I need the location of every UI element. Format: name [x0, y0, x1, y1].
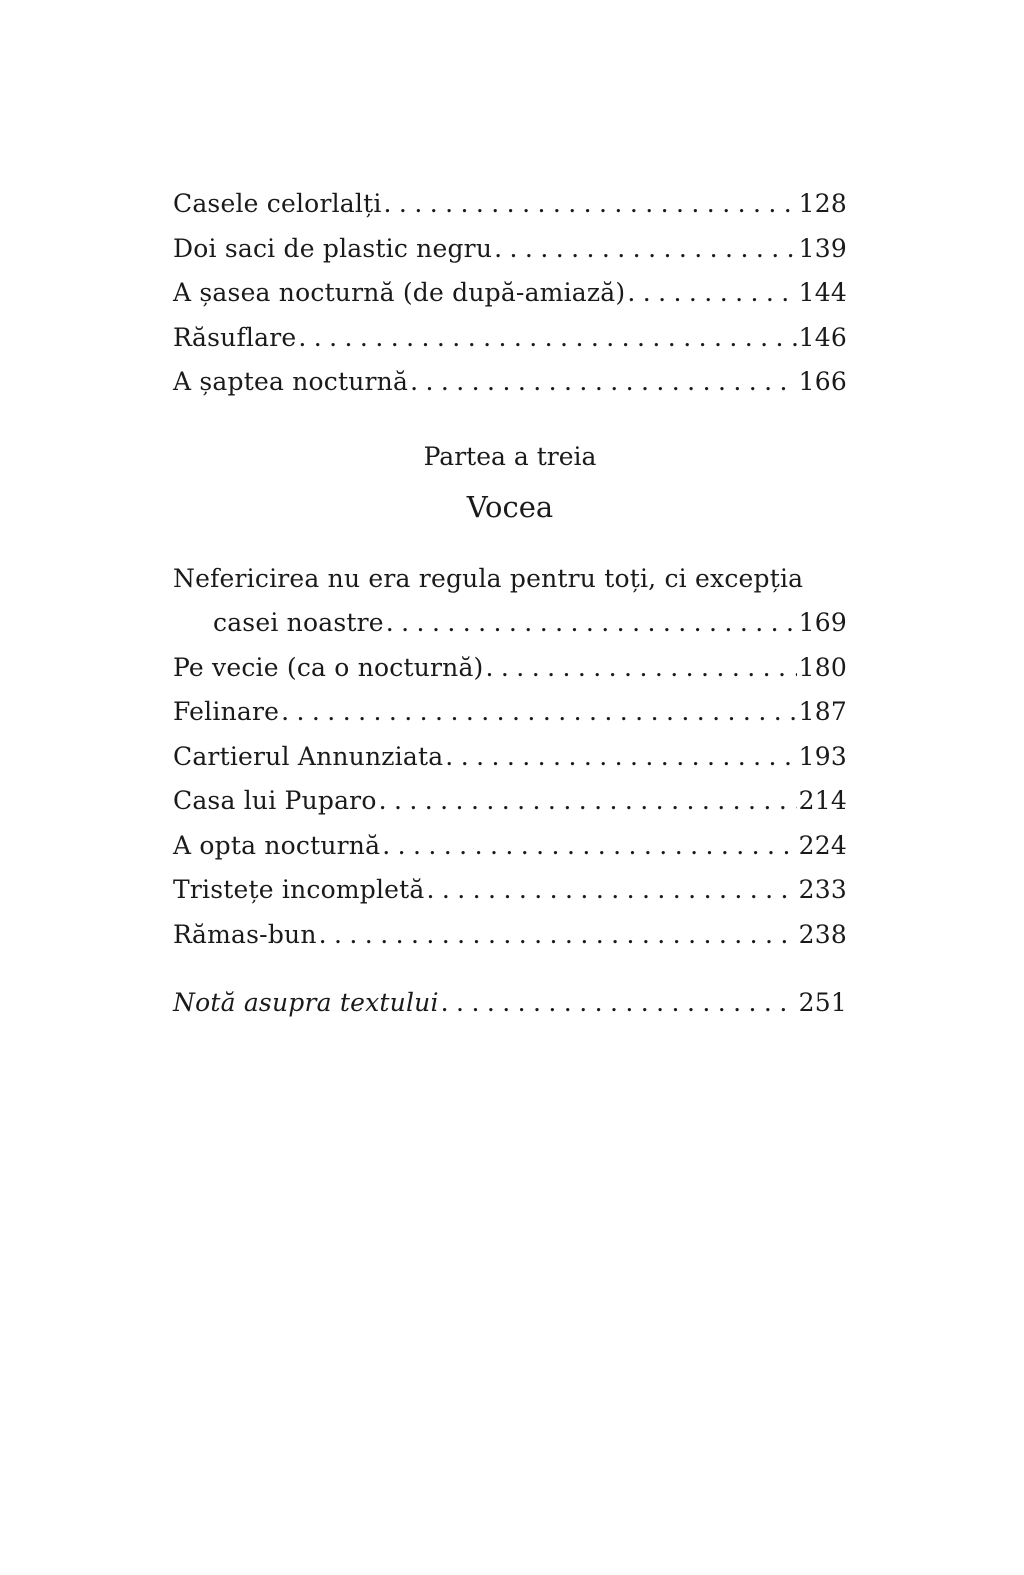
- dot-leader: [298, 322, 796, 354]
- toc-entry-title-continued: casei noastre: [213, 608, 384, 637]
- dot-leader: [445, 741, 796, 773]
- toc-entry-title: Cartierul Annunziata: [173, 741, 444, 771]
- toc-entry-page: 139: [798, 233, 847, 263]
- toc-entry[interactable]: [173, 322, 847, 354]
- toc-entry-title: Nefericirea nu era regula pentru toți, ci excepția: [173, 564, 804, 593]
- toc-entry[interactable]: [173, 652, 847, 684]
- toc-entry-page: 128: [798, 189, 847, 218]
- toc-entry-title: Rămas-bun: [173, 919, 317, 949]
- toc-entry-title: Pe vecie (ca o nocturnă): [173, 652, 484, 682]
- toc-entry-page: 166: [798, 367, 847, 396]
- toc-entry[interactable]: [173, 830, 847, 862]
- toc-entry[interactable]: [173, 277, 847, 309]
- dot-leader: [386, 607, 797, 639]
- toc-entry-title: Notă asupra textului: [173, 987, 439, 1017]
- toc-entry-page: 144: [798, 278, 847, 307]
- toc-entry[interactable]: [173, 366, 847, 398]
- toc-entry[interactable]: [173, 919, 847, 951]
- toc-entry-page: 214: [798, 786, 847, 815]
- toc-entry[interactable]: [173, 696, 847, 728]
- dot-leader: [494, 233, 797, 265]
- dot-leader: [281, 696, 797, 728]
- toc-entry[interactable]: [173, 233, 847, 265]
- toc-entry-title: Răsuflare: [173, 322, 297, 352]
- dot-leader: [486, 652, 797, 684]
- toc-entry-title: A opta nocturnă: [173, 830, 381, 860]
- toc-entry-title: A șasea nocturnă (de după-amiază): [173, 278, 626, 307]
- toc-entry-continuation: [173, 607, 847, 639]
- part-title: Vocea: [466, 490, 554, 524]
- toc-entry[interactable]: [173, 874, 847, 906]
- dot-leader: [382, 830, 796, 862]
- table-of-contents: [173, 188, 847, 1031]
- toc-entry-title: Tristețe incompletă: [173, 875, 425, 904]
- toc-entry-page: 251: [798, 987, 847, 1017]
- toc-entry-title: A șaptea nocturnă: [173, 367, 409, 396]
- toc-entry-page: 146: [798, 322, 847, 352]
- toc-entry[interactable]: [173, 563, 847, 639]
- toc-entry-title: Felinare: [173, 697, 280, 726]
- toc-entry-page: 180: [798, 652, 847, 682]
- dot-leader: [379, 785, 797, 817]
- toc-entry-page: 233: [798, 875, 847, 904]
- toc-entry[interactable]: [173, 188, 847, 220]
- toc-entry-title: Doi saci de plastic negru: [173, 233, 493, 263]
- dot-leader: [384, 188, 797, 220]
- toc-entry-note[interactable]: [173, 987, 847, 1019]
- toc-entry[interactable]: [173, 785, 847, 817]
- toc-entry-title: Casa lui Puparo: [173, 786, 377, 815]
- toc-entry-page: 238: [798, 919, 847, 949]
- toc-entry[interactable]: [173, 741, 847, 773]
- toc-entry-page: 193: [798, 741, 847, 771]
- part-label: Partea a treia: [423, 442, 597, 471]
- toc-entry-page: 187: [798, 697, 847, 726]
- dot-leader: [441, 987, 797, 1019]
- dot-leader: [627, 277, 796, 309]
- toc-entry-title: Casele celorlalți: [173, 189, 382, 218]
- dot-leader: [319, 919, 797, 951]
- dot-leader: [410, 366, 797, 398]
- toc-entry-page: 169: [798, 608, 847, 637]
- dot-leader: [426, 874, 796, 906]
- toc-entry-page: 224: [798, 830, 847, 860]
